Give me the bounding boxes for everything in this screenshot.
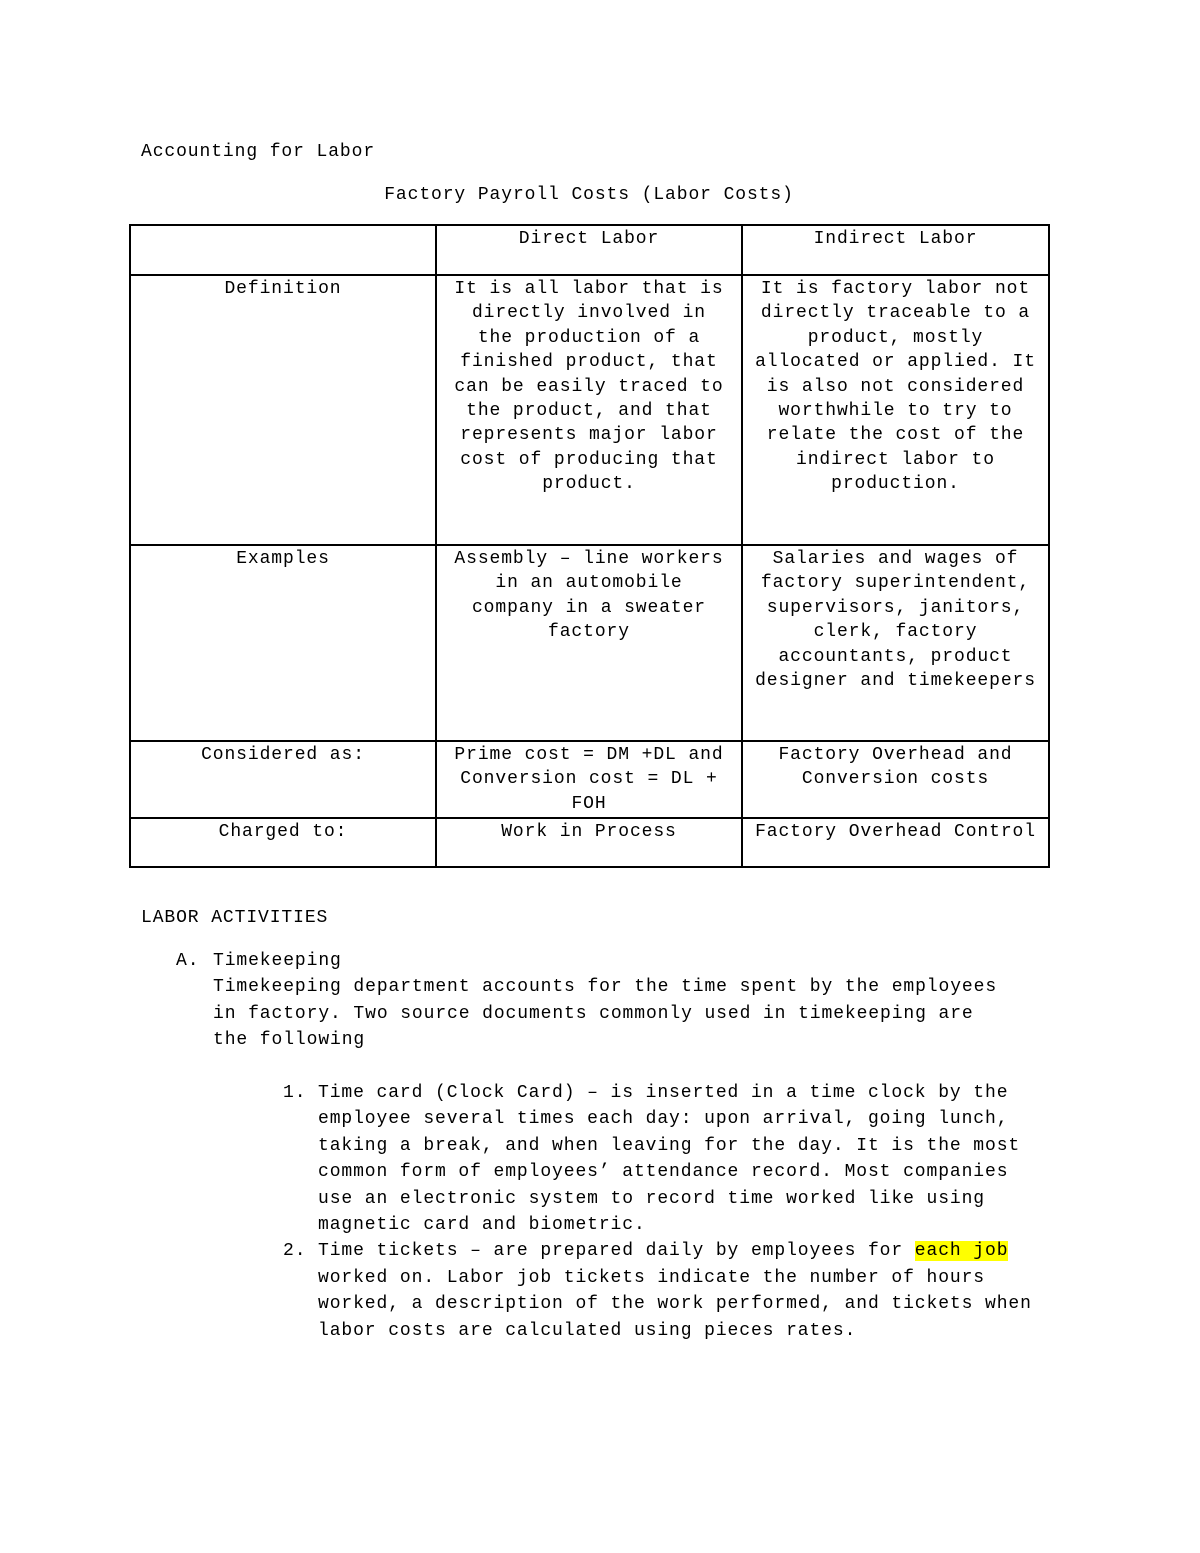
indirect-labor-cell: Factory Overhead and Conversion costs xyxy=(742,741,1049,818)
list-item-text: Time card (Clock Card) – is inserted in a time clock by the employee several times each day: upon arrival, going lunch, taking a break, and when leaving for the day. It is the most common form of employees’ attendance record. Most companies use an electronic system to record time worked like using magnetic card and biometric. xyxy=(318,1083,1021,1236)
subsection-body: Timekeeping department accounts for the time spent by the employees in factory. Two source documents commonly used in timekeeping are the following xyxy=(213,977,998,1051)
table-row-definition xyxy=(130,275,1049,545)
highlighted-text: each job xyxy=(914,1241,1009,1262)
list-item-number: 2. xyxy=(283,1241,307,1262)
table-row-considered-as xyxy=(130,741,1049,818)
subsection-marker: A. xyxy=(176,951,200,971)
indirect-labor-cell: Factory Overhead Control xyxy=(742,818,1049,867)
direct-labor-cell: Prime cost = DM +DL and Conversion cost = DL + FOH xyxy=(436,741,742,818)
table-header-empty xyxy=(130,225,436,275)
table-header-indirect-labor: Indirect Labor xyxy=(742,225,1049,275)
row-label: Considered as: xyxy=(130,741,436,818)
table-caption: Factory Payroll Costs (Labor Costs) xyxy=(384,185,794,205)
document-title: Accounting for Labor xyxy=(141,142,376,162)
direct-labor-cell: Assembly – line workers in an automobile company in a sweater factory xyxy=(436,545,742,741)
list-item-time-tickets xyxy=(283,1238,1053,1344)
row-label: Definition xyxy=(130,275,436,545)
table-header-direct-labor: Direct Labor xyxy=(436,225,742,275)
table-header-row xyxy=(130,225,1049,275)
row-label: Examples xyxy=(130,545,436,741)
row-label: Charged to: xyxy=(130,818,436,867)
text-before-highlight: Time tickets – are prepared daily by employees for xyxy=(318,1241,915,1262)
section-heading-labor-activities: LABOR ACTIVITIES xyxy=(141,908,329,928)
payroll-costs-table xyxy=(129,224,1050,868)
list-item-number: 1. xyxy=(283,1083,307,1103)
indirect-labor-cell: Salaries and wages of factory superintendent, supervisors, janitors, clerk, factory accountants, product designer and timekeepers xyxy=(742,545,1049,741)
list-item-time-card xyxy=(283,1080,1053,1238)
table-row-charged-to xyxy=(130,818,1049,867)
text-after-highlight: worked on. Labor job tickets indicate the number of hours worked, a description of the work performed, and tickets when labor costs are calculated using pieces rates. xyxy=(318,1267,1032,1341)
indirect-labor-cell: It is factory labor not directly traceable to a product, mostly allocated or applied. It is also not considered worthwhile to try to relate the cost of the indirect labor to production. xyxy=(742,275,1049,545)
direct-labor-cell: Work in Process xyxy=(436,818,742,867)
source-documents-list xyxy=(283,1080,1053,1344)
list-item-text xyxy=(318,1238,1053,1344)
table-row-examples xyxy=(130,545,1049,741)
subsection-title: Timekeeping xyxy=(213,951,342,971)
direct-labor-cell: It is all labor that is directly involved in the production of a finished product, that can be easily traced to the product, and that represents major labor cost of producing that product. xyxy=(436,275,742,545)
